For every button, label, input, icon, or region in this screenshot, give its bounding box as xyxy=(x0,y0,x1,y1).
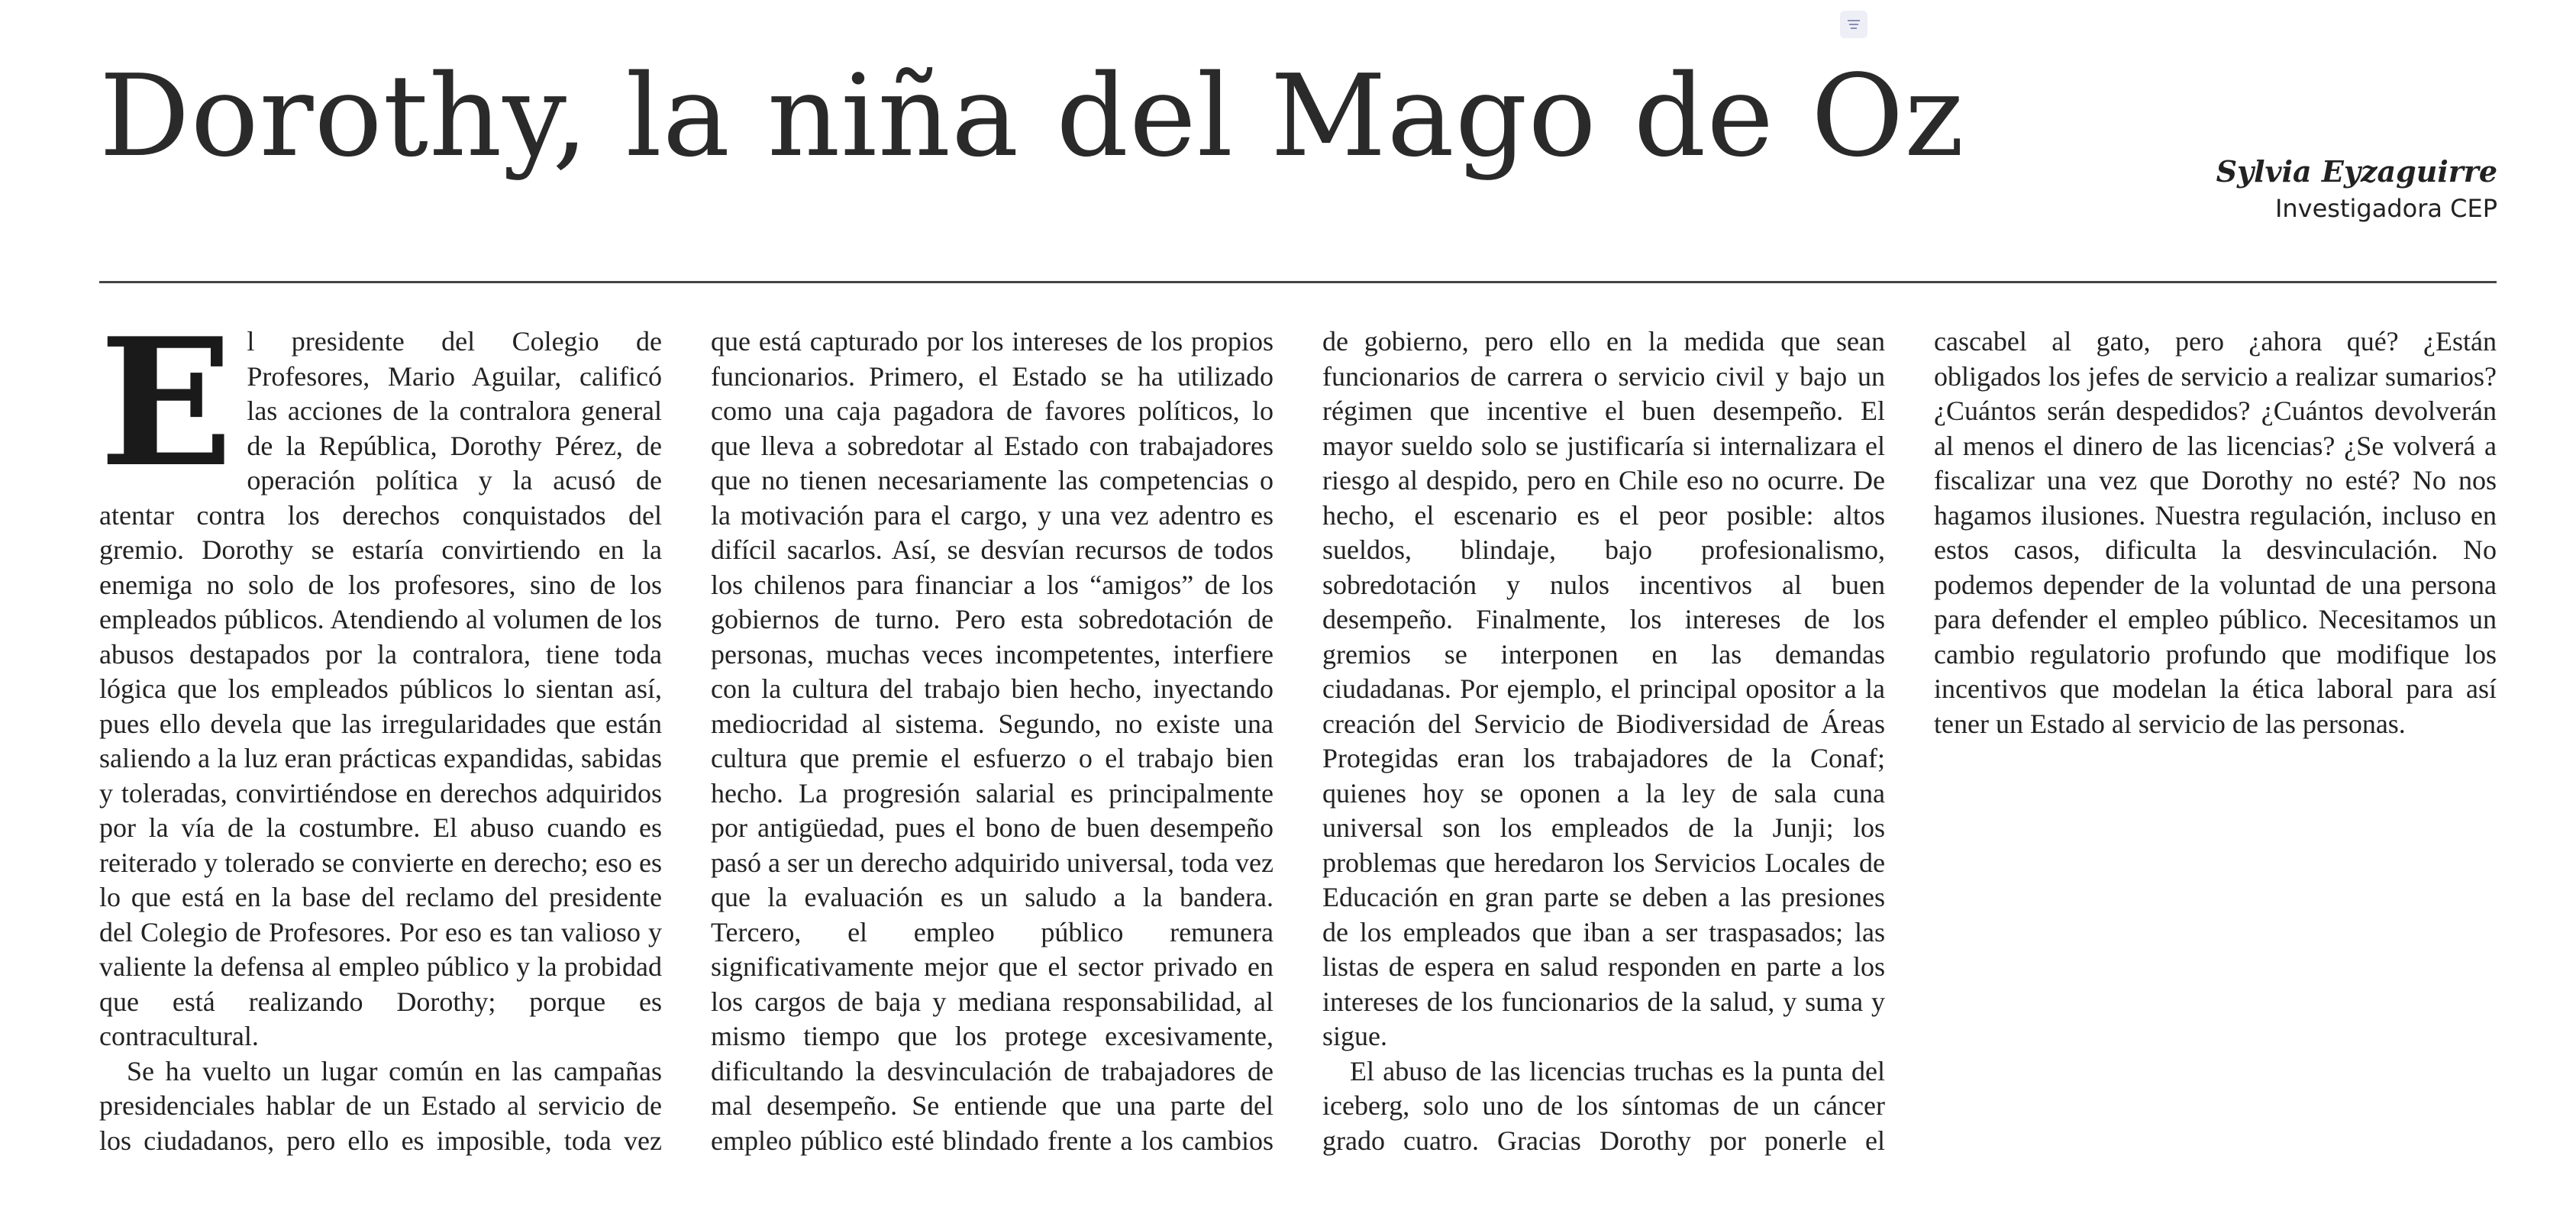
article-title: Dorothy, la niña del Mago de Oz xyxy=(99,50,1965,182)
author-name: Sylvia Eyzaguirre xyxy=(2216,154,2497,189)
paragraph-2: Se ha vuelto un lugar común en las campañas presidenciales hablar de un Estado al servicio de los ciudadanos, pero ello es imposible, toda vez que está capturado por los intereses de los propios funcionarios. Primero, el Estado se ha utilizado como una caja pagadora de favores políticos, lo que lleva a sobredotar al Estado con trabajadores que no tienen necesariamente las competencias o la motivación para el cargo, y una vez adentro es difícil sacarlos. Así, se desvían recursos de todos los chilenos para financiar a los “amigos” de los gobiernos de turno. Pero esta sobredotación de personas, muchas veces incompetentes, interfiere con la cultura del trabajo bien hecho, inyectando mediocridad al sistema. Segundo, no existe una cultura que premie el esfuerzo o el trabajo bien hecho. La progresión salarial es principalmente por antigüedad, pues el bono de buen desempeño pasó a ser un derecho adquirido universal, toda vez que la evaluación es un saludo a la bandera. Tercero, el empleo público remunera significativamente mejor que el sector privado en los cargos de baja y mediana responsabilidad, al mismo tiempo que los protege excesivamente, dificultando la desvinculación de trabajadores de mal desempeño. Se entiende que una parte del empleo público esté blindado frente a los cambios de gobierno, pero ello en la medida que sean funcionarios de carrera o servicio civil y bajo un régimen que incentive el buen desempeño. El mayor sueldo solo se justificaría si internalizara el riesgo al despido, pero en Chile eso no ocurre. De hecho, el escenario es el peor posible: altos sueldos, blindaje, bajo profesionalismo, sobredotación y nulos incentivos al buen desempeño. Finalmente, los intereses de los gremios se interponen en las demandas ciudadanas. Por ejemplo, el principal opositor a la creación del Servicio de Biodiversidad de Áreas Protegidas eran los trabajadores de la Conaf; quienes hoy se oponen a la ley de sala cuna universal son los empleados de la Junji; los problemas que heredaron los Servicios Locales de Educación en gran parte se deben a las presiones de los empleados que iban a ser traspasados; las listas de espera en salud responden en parte a los intereses de los funcionarios de la salud, y suma y sigue. xyxy=(99,326,1885,1156)
byline xyxy=(2216,154,2497,223)
header-divider xyxy=(99,281,2497,283)
drop-cap: E xyxy=(99,300,234,506)
author-role: Investigadora CEP xyxy=(2274,193,2497,223)
paragraph-1 xyxy=(99,300,662,1054)
notes-icon[interactable] xyxy=(1840,11,1867,38)
paragraph-3: El abuso de las licencias truchas es la punta del iceberg, solo uno de los síntomas de un cáncer grado cuatro. Gracias Dorothy por ponerle el cascabel al gato, pero ¿ahora qué? ¿Están obligados los jefes de servicio a realizar sumarios? ¿Cuántos serán despedidos? ¿Cuántos devolverán al menos el dinero de las licencias? ¿Se volverá a fiscalizar una vez que Dorothy no esté? No nos hagamos ilusiones. Nuestra regulación, incluso en estos casos, dificulta la desvinculación. No podemos depender de la voluntad de una persona para defender el empleo público. Necesitamos un cambio regulatorio profundo que modifique los incentivos que modelan la ética laboral para así tener un Estado al servicio de las personas. xyxy=(1322,326,2497,1156)
article-body xyxy=(99,300,2497,1172)
paragraph-1-text: l presidente del Colegio de Profesores, Mario Aguilar, calificó las acciones de la contralora general de la República, Dorothy Pérez, de operación política y la acusó de atentar contra los derechos conquistados del gremio. Dorothy se estaría convirtiendo en la enemiga no solo de los profesores, sino de los empleados públicos. Atendiendo al volumen de los abusos destapados por la contralora, tiene toda lógica que los empleados públicos lo sientan así, pues ello devela que las irregularidades que están saliendo a la luz eran prácticas expandidas, sabidas y toleradas, convirtiéndose en derechos adquiridos por la vía de la costumbre. El abuso cuando es reiterado y tolerado se convierte en derecho; eso es lo que está en la base del reclamo del presidente del Colegio de Profesores. Por eso es tan valioso y valiente la defensa al empleo público y la probidad que está realizando Dorothy; porque es contracultural. xyxy=(99,326,662,1051)
